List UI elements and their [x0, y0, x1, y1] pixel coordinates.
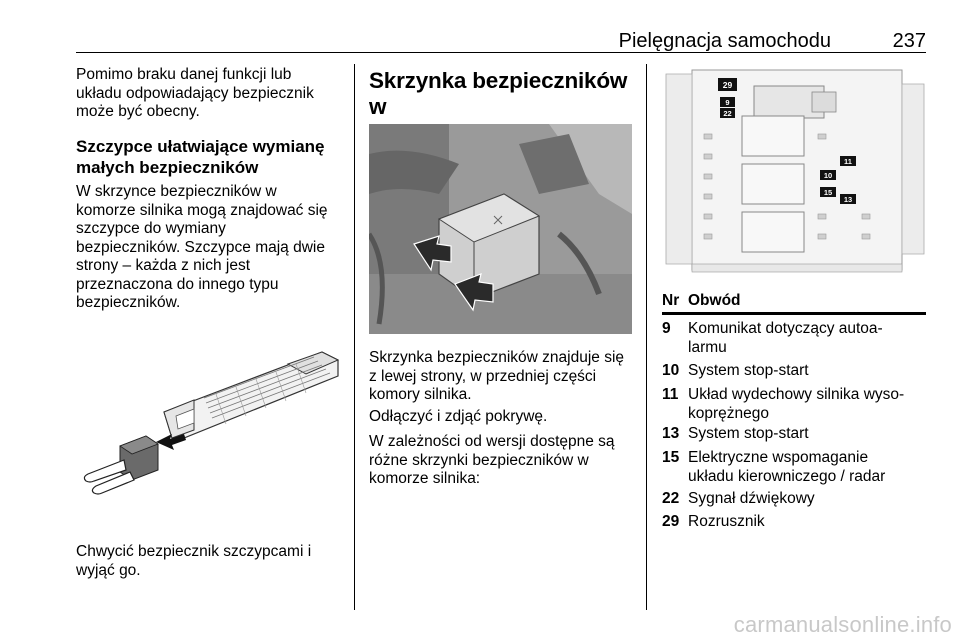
remove-cover-text: Odłączyć i zdjąć pokrywę. — [369, 408, 548, 425]
row-desc: Układ wydechowy silnika wyso- koprężnego — [688, 386, 905, 422]
row-nr: 10 — [662, 362, 680, 379]
fusebox-location-text: Skrzynka bezpieczników znajduje się z lewej strony, w przedniej części komory silnika. — [369, 349, 625, 403]
engine-fusebox-heading: Skrzynka bezpieczników w — [369, 68, 628, 119]
row-nr: 13 — [662, 425, 680, 442]
fuse-label-11: 11 — [844, 157, 852, 166]
versions-text: W zależności od wersji dostępne są różne skrzynki bezpieczników w komorze silnika: — [369, 433, 615, 487]
tweezers-illustration — [76, 320, 346, 525]
row-desc: Elektryczne wspomaganie układu kierowniczego / radar — [688, 449, 886, 485]
column-divider-2 — [646, 64, 647, 610]
fuse-label-9: 9 — [725, 98, 730, 107]
page-number: 237 — [892, 30, 926, 52]
row-desc: System stop-start — [688, 362, 809, 379]
fuse-label-13: 13 — [843, 195, 853, 204]
page-title: Pielęgnacja samochodu — [618, 30, 831, 52]
row-nr: 9 — [662, 320, 671, 337]
row-desc: System stop-start — [688, 425, 809, 442]
watermark-url: carmanualsonline.info — [733, 612, 952, 637]
fuse-diagram — [662, 64, 926, 278]
row-desc: Sygnał dźwiękowy — [688, 490, 815, 507]
fuse-label-15: 15 — [823, 188, 833, 197]
column-header-circuit: Obwód — [688, 292, 741, 309]
tweezers-paragraph: W skrzynce bezpieczników w komorze silnika mogą znajdować się szczypce do wymiany bezpieczników. Szczypce mają dwie strony – każda z nich jest przeznaczona do innego typu bezpieczników. — [76, 183, 328, 311]
page-header — [76, 30, 926, 53]
row-desc: Komunikat dotyczący autoa- larmu — [688, 320, 883, 356]
column-header-nr: Nr — [662, 292, 680, 309]
circuit-table-header — [662, 292, 926, 315]
row-nr: 11 — [662, 386, 679, 403]
tweezers-heading: Szczypce ułatwiające wymianę małych bezpieczników — [76, 137, 325, 177]
row-nr: 29 — [662, 513, 680, 530]
engine-bay-photo — [369, 124, 632, 334]
row-nr: 22 — [662, 490, 680, 507]
row-nr: 15 — [662, 449, 680, 466]
column-divider-1 — [354, 64, 355, 610]
intro-text: Pomimo braku danej funkcji lub układu odpowiadający bezpiecznik może być obecny. — [76, 66, 314, 120]
fuse-label-10: 10 — [823, 171, 833, 180]
fuse-label-29: 29 — [722, 80, 733, 90]
fuse-label-22: 22 — [723, 109, 732, 118]
tweezers-caption: Chwycić bezpiecznik szczypcami i wyjąć go. — [76, 543, 312, 579]
row-desc: Rozrusznik — [688, 513, 765, 530]
